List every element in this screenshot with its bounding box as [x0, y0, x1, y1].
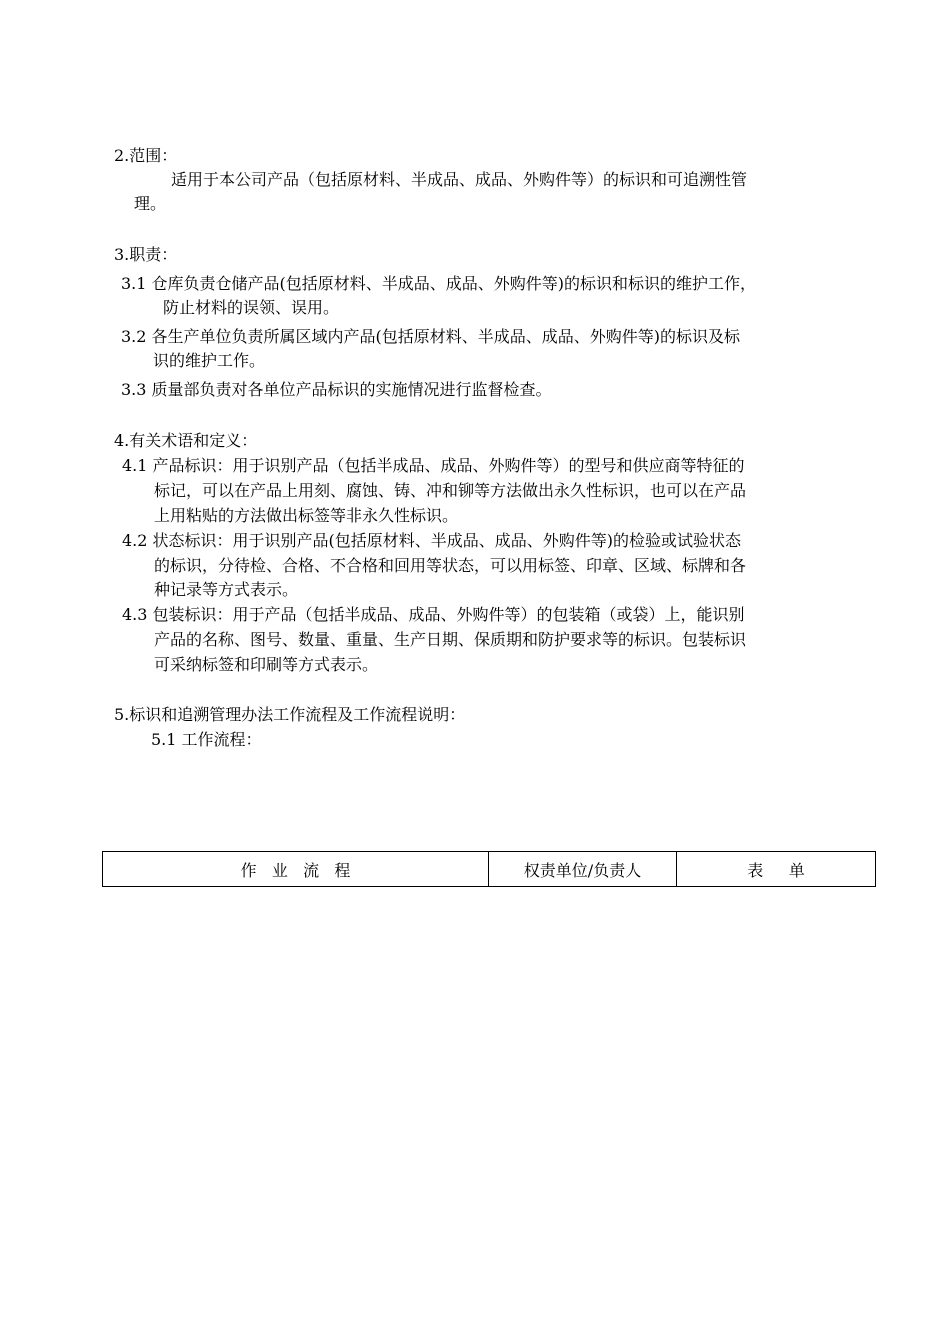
- term-item-4-2-line: 的标识，分待检、合格、不合格和回用等状态，可以用标签、印章、区域、标牌和各: [154, 556, 747, 575]
- term-item-4-3-line: 产品的名称、图号、数量、重量、生产日期、保质期和防护要求等的标识。包装标识: [154, 630, 747, 649]
- term-item-4-2-line: 种记录等方式表示。: [154, 580, 299, 599]
- flow-table: [102, 851, 876, 887]
- section-scope-heading: 2.范围：: [114, 146, 178, 165]
- duty-item-3-2-line: 识的维护工作。: [153, 351, 266, 370]
- section-scope-text-line: 适用于本公司产品（包括原材料、半成品、成品、外购件等）的标识和可追溯性管: [171, 170, 748, 189]
- term-item-4-1-line: 标记，可以在产品上用刻、腐蚀、铸、冲和铆等方法做出永久性标识，也可以在产品: [154, 481, 747, 500]
- duty-item-3-2-line: 3.2 各生产单位负责所属区域内产品(包括原材料、半成品、成品、外购件等)的标识及标: [121, 327, 741, 346]
- term-item-4-3-line: 4.3 包装标识：用于产品（包括半成品、成品、外购件等）的包装箱（或袋）上，能识别: [122, 605, 745, 624]
- term-item-4-3-line: 可采纳标签和印刷等方式表示。: [154, 655, 379, 674]
- term-item-4-1-line: 4.1 产品标识：用于识别产品（包括半成品、成品、外购件等）的型号和供应商等特征的: [122, 456, 745, 475]
- section-process-heading: 5.标识和追溯管理办法工作流程及工作流程说明：: [114, 705, 466, 724]
- duty-item-3-1-line: 防止材料的误领、误用。: [163, 298, 340, 317]
- duty-item-3-3-line: 3.3 质量部负责对各单位产品标识的实施情况进行监督检查。: [121, 380, 552, 399]
- section-scope-text-line: 理。: [134, 194, 167, 213]
- flow-table-header-forms: 表 单: [677, 852, 876, 887]
- section-terms-heading: 4.有关术语和定义：: [114, 431, 258, 450]
- section-duties-heading: 3.职责：: [114, 245, 178, 264]
- flow-table-header-responsible: 权责单位/负责人: [489, 852, 677, 887]
- term-item-4-2-line: 4.2 状态标识：用于识别产品(包括原材料、半成品、成品、外购件等)的检验或试验状态: [122, 531, 742, 550]
- term-item-4-1-line: 上用粘贴的方法做出标签等非永久性标识。: [154, 506, 459, 525]
- process-subheading-5-1: 5.1 工作流程：: [151, 730, 262, 749]
- flow-table-header-row: [103, 852, 876, 887]
- flow-table-header-process: 作 业 流 程: [103, 852, 489, 887]
- duty-item-3-1-line: 3.1 仓库负责仓储产品(包括原材料、半成品、成品、外购件等)的标识和标识的维护工作，: [121, 274, 757, 293]
